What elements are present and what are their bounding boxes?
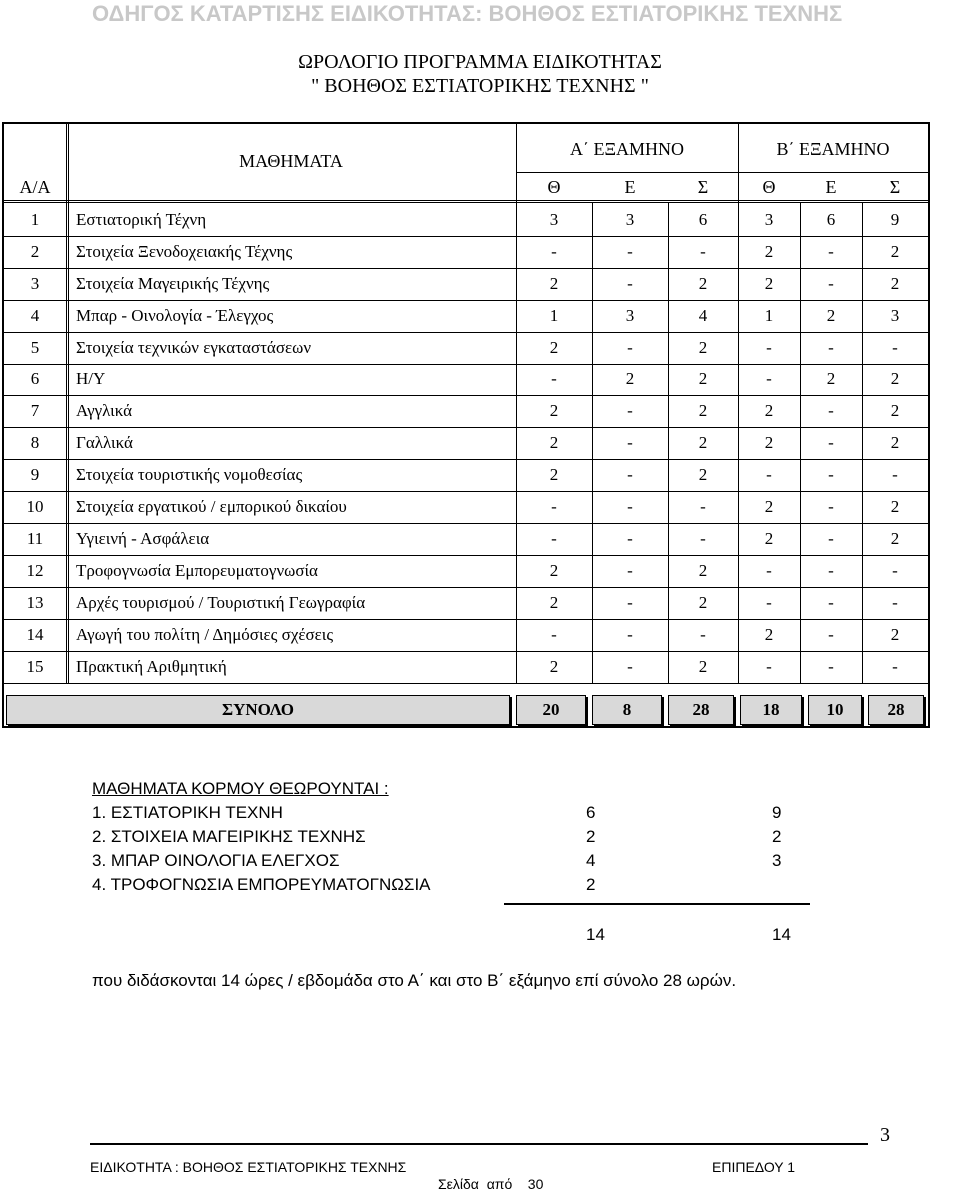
row-hours-a-theory: -	[551, 497, 557, 517]
grid-line	[800, 202, 801, 683]
table-row	[4, 491, 928, 523]
grid-line	[516, 172, 928, 173]
row-number: 8	[30, 433, 40, 453]
core-subject-label: 3. ΜΠΑΡ ΟΙΝΟΛΟΓΙΑ ΕΛΕΓΧΟΣ	[92, 851, 340, 870]
row-subject: Στοιχεία Μαγειρικής Τέχνης	[76, 273, 270, 293]
row-subject: Εστιατορική Τέχνη	[76, 209, 207, 229]
row-hours-b-sum: -	[892, 560, 898, 580]
table-row	[4, 459, 928, 491]
row-hours-b-sum: 2	[890, 528, 900, 548]
row-subject: Γαλλικά	[76, 433, 133, 453]
row-hours-b-lab: -	[828, 273, 834, 293]
row-hours-b-theory: -	[766, 465, 772, 485]
table-row	[4, 395, 928, 427]
row-hours-a-theory: 2	[549, 401, 559, 421]
row-hours-a-sum: -	[700, 528, 706, 548]
row-hours-a-theory: 2	[549, 337, 559, 357]
table-row	[4, 651, 928, 683]
row-hours-a-sum: 2	[698, 656, 708, 676]
page-number: 3	[880, 1124, 890, 1146]
row-hours-b-theory: -	[766, 560, 772, 580]
row-hours-b-lab: -	[828, 465, 834, 485]
page-label: Σελίδα	[438, 1176, 479, 1192]
row-hours-a-sum: 6	[698, 209, 708, 229]
row-hours-b-theory: 2	[764, 433, 774, 453]
grid-line	[4, 491, 928, 492]
grid-line	[4, 555, 928, 556]
table-row	[4, 300, 928, 332]
row-hours-a-lab: -	[627, 273, 633, 293]
row-hours-b-sum: -	[892, 592, 898, 612]
table-subheader-row	[4, 174, 928, 200]
row-number: 1	[30, 209, 40, 229]
row-hours-b-lab: 2	[826, 369, 836, 389]
row-hours-b-lab: -	[828, 528, 834, 548]
row-hours-b-theory: 2	[764, 273, 774, 293]
footer-rule	[90, 1143, 868, 1145]
subheader-b-theory: Θ	[762, 176, 776, 197]
core-subject-hours-a: 4	[586, 851, 596, 870]
row-subject: Αγωγή του πολίτη / Δημόσιες σχέσεις	[76, 624, 334, 644]
total-b-lab: 10	[808, 695, 862, 725]
row-number: 10	[26, 497, 44, 517]
row-hours-b-sum: 9	[890, 209, 900, 229]
header-subjects: ΜΑΘΗΜΑΤΑ	[239, 150, 343, 171]
core-subjects-list	[92, 802, 872, 902]
row-number: 3	[30, 273, 40, 293]
grid-line	[516, 124, 517, 683]
row-hours-a-sum: -	[700, 497, 706, 517]
row-hours-a-lab: 3	[625, 209, 635, 229]
table-row	[4, 332, 928, 364]
row-hours-b-theory: -	[766, 369, 772, 389]
table-row	[4, 364, 928, 396]
schedule-subtitle: " ΒΟΗΘΟΣ ΕΣΤΙΑΤΟΡΙΚΗΣ ΤΕΧΝΗΣ "	[311, 75, 649, 97]
core-subject-item	[92, 874, 852, 898]
grid-line	[4, 202, 928, 203]
row-hours-b-lab: -	[828, 433, 834, 453]
total-a-sum: 28	[668, 695, 734, 725]
table-row	[4, 587, 928, 619]
subheader-a-theory: Θ	[547, 176, 561, 197]
row-hours-b-theory: -	[766, 656, 772, 676]
row-hours-a-lab: -	[627, 337, 633, 357]
table-row	[4, 268, 928, 300]
row-hours-b-lab: -	[828, 337, 834, 357]
row-subject: Στοιχεία εργατικού / εμπορικού δικαίου	[76, 497, 347, 517]
total-a-lab: 8	[592, 695, 662, 725]
grid-line	[4, 236, 928, 237]
row-subject: Τροφογνωσία Εμπορευματογνωσία	[76, 560, 318, 580]
grid-line	[4, 459, 928, 460]
row-hours-b-sum: 2	[890, 497, 900, 517]
row-hours-b-lab: 6	[826, 209, 836, 229]
core-subject-hours-b: 3	[772, 851, 782, 870]
row-hours-b-lab: -	[828, 497, 834, 517]
core-subject-hours-a: 2	[586, 827, 596, 846]
row-number: 15	[26, 656, 44, 676]
row-hours-a-theory: 3	[549, 209, 559, 229]
core-subject-item	[92, 802, 852, 826]
schedule-title: ΩΡΟΛΟΓΙΟ ΠΡΟΓΡΑΜΜΑ ΕΙΔΙΚΟΤΗΤΑΣ	[298, 51, 662, 73]
table-row	[4, 523, 928, 555]
row-hours-a-theory: 2	[549, 273, 559, 293]
row-hours-a-sum: 2	[698, 369, 708, 389]
row-hours-a-lab: -	[627, 241, 633, 261]
row-subject: Μπαρ - Οινολογία - Έλεγχος	[76, 305, 274, 325]
subheader-a-lab: Ε	[624, 176, 636, 197]
row-number: 13	[26, 592, 44, 612]
total-b-theory: 18	[740, 695, 802, 725]
row-hours-b-sum: 2	[890, 369, 900, 389]
row-hours-a-theory: 2	[549, 560, 559, 580]
row-number: 11	[26, 528, 44, 548]
grid-line	[4, 332, 928, 333]
row-hours-b-theory: 1	[764, 305, 774, 325]
row-hours-b-theory: 2	[764, 241, 774, 261]
table-row	[4, 204, 928, 236]
grid-line	[4, 300, 928, 301]
row-hours-a-sum: 2	[698, 592, 708, 612]
row-number: 6	[30, 369, 40, 389]
table-row	[4, 619, 928, 651]
table-header-row	[4, 124, 928, 174]
row-hours-b-sum: 2	[890, 241, 900, 261]
row-hours-b-sum: 2	[890, 401, 900, 421]
row-number: 7	[30, 401, 40, 421]
grid-line	[4, 587, 928, 588]
subheader-b-lab: Ε	[825, 176, 837, 197]
core-subjects-heading: ΜΑΘΗΜΑΤΑ ΚΟΡΜΟΥ ΘΕΩΡΟΥΝΤΑΙ :	[92, 779, 389, 798]
row-hours-a-theory: 2	[549, 465, 559, 485]
grid-line	[68, 124, 69, 683]
row-hours-a-theory: 2	[549, 656, 559, 676]
row-hours-b-sum: -	[892, 337, 898, 357]
row-hours-b-lab: -	[828, 592, 834, 612]
grid-line	[4, 523, 928, 524]
row-number: 9	[30, 465, 40, 485]
row-hours-a-sum: 2	[698, 433, 708, 453]
row-hours-a-lab: -	[627, 401, 633, 421]
row-hours-b-theory: 3	[764, 209, 774, 229]
row-hours-a-sum: 2	[698, 337, 708, 357]
row-hours-a-sum: 2	[698, 273, 708, 293]
row-hours-b-lab: 2	[826, 305, 836, 325]
of-label: από	[486, 1176, 513, 1192]
table-row	[4, 236, 928, 268]
core-subject-hours-b: 2	[772, 827, 782, 846]
row-hours-a-theory: -	[551, 528, 557, 548]
row-hours-a-lab: -	[627, 592, 633, 612]
row-subject: Στοιχεία Ξενοδοχειακής Τέχνης	[76, 241, 293, 261]
table-row	[4, 427, 928, 459]
row-subject: Αγγλικά	[76, 401, 133, 421]
row-hours-b-theory: 2	[764, 528, 774, 548]
row-hours-a-theory: 2	[549, 433, 559, 453]
total-a-theory: 20	[516, 695, 586, 725]
row-hours-b-lab: -	[828, 656, 834, 676]
grid-line	[738, 124, 739, 683]
row-hours-a-lab: 2	[625, 369, 635, 389]
row-subject: Η/Υ	[76, 369, 106, 389]
row-hours-b-theory: -	[766, 592, 772, 612]
row-hours-b-lab: -	[828, 624, 834, 644]
core-subject-hours-b: 9	[772, 803, 782, 822]
row-hours-a-lab: 3	[625, 305, 635, 325]
grid-line	[862, 202, 863, 683]
row-hours-b-sum: 3	[890, 305, 900, 325]
row-hours-a-lab: -	[627, 528, 633, 548]
core-subject-label: 4. ΤΡΟΦΟΓΝΩΣΙΑ ΕΜΠΟΡΕΥΜΑΤΟΓΝΩΣΙΑ	[92, 875, 431, 894]
grid-line	[4, 683, 928, 684]
grid-line	[4, 268, 928, 269]
row-subject: Στοιχεία τουριστικής νομοθεσίας	[76, 465, 303, 485]
row-hours-b-sum: 2	[890, 624, 900, 644]
row-hours-a-sum: 2	[698, 465, 708, 485]
row-hours-b-theory: 2	[764, 497, 774, 517]
row-hours-b-lab: -	[828, 241, 834, 261]
row-number: 5	[30, 337, 40, 357]
grid-line	[4, 364, 928, 365]
row-hours-a-theory: -	[551, 241, 557, 261]
row-hours-b-theory: 2	[764, 401, 774, 421]
row-hours-a-sum: -	[700, 241, 706, 261]
footer-specialty: ΕΙΔΙΚΟΤΗΤΑ : ΒΟΗΘΟΣ ΕΣΤΙΑΤΟΡΙΚΗΣ ΤΕΧΝΗΣ	[90, 1159, 407, 1175]
row-number: 12	[26, 560, 44, 580]
row-hours-a-theory: -	[551, 369, 557, 389]
grid-line	[4, 427, 928, 428]
core-subject-item	[92, 850, 852, 874]
row-hours-a-sum: 2	[698, 560, 708, 580]
grid-line	[66, 124, 67, 683]
footer-level: ΕΠΙΠΕΔΟΥ 1	[712, 1159, 796, 1175]
row-hours-a-lab: -	[627, 433, 633, 453]
grid-line	[4, 200, 928, 201]
grid-line	[4, 395, 928, 396]
core-subject-item	[92, 826, 852, 850]
document-header: ΟΔΗΓΟΣ ΚΑΤΑΡΤΙΣΗΣ ΕΙΔΙΚΟΤΗΤΑΣ: ΒΟΗΘΟΣ ΕΣΤΙΑΤΟΡΙΚΗΣ ΤΕΧΝΗΣ	[92, 1, 843, 26]
core-subject-label: 1. ΕΣΤΙΑΤΟΡΙΚΗ ΤΕΧΝΗ	[92, 803, 283, 822]
total-row	[6, 695, 926, 725]
row-subject: Υγιεινή - Ασφάλεια	[76, 528, 210, 548]
grid-line	[592, 202, 593, 683]
row-hours-a-lab: -	[627, 497, 633, 517]
row-hours-a-lab: -	[627, 624, 633, 644]
footer-page-label	[438, 1176, 543, 1192]
row-number: 14	[26, 624, 44, 644]
row-subject: Στοιχεία τεχνικών εγκαταστάσεων	[76, 337, 312, 357]
table-row	[4, 555, 928, 587]
row-hours-b-lab: -	[828, 560, 834, 580]
total-pages: 30	[527, 1176, 544, 1192]
row-hours-b-lab: -	[828, 401, 834, 421]
row-subject: Αρχές τουρισμού / Τουριστική Γεωγραφία	[76, 592, 366, 612]
core-subject-hours-a: 6	[586, 803, 596, 822]
row-hours-b-sum: 2	[890, 433, 900, 453]
sum-divider	[504, 903, 810, 905]
row-hours-b-sum: -	[892, 656, 898, 676]
row-hours-a-sum: -	[700, 624, 706, 644]
row-hours-a-sum: 2	[698, 401, 708, 421]
core-sum-b: 14	[772, 925, 791, 944]
row-number: 2	[30, 241, 40, 261]
total-label: ΣΥΝΟΛΟ	[6, 695, 510, 725]
grid-line	[4, 619, 928, 620]
subheader-b-sum: Σ	[889, 176, 901, 197]
header-semester-a: Α΄ ΕΞΑΜΗΝΟ	[569, 138, 685, 159]
row-number: 4	[30, 305, 40, 325]
grid-line	[4, 651, 928, 652]
subheader-a-sum: Σ	[697, 176, 709, 197]
summary-sentence: που διδάσκονται 14 ώρες / εβδομάδα στο Α΄ και στο Β΄ εξάμηνο επί σύνολο 28 ωρών.	[92, 971, 737, 990]
core-subject-hours-a: 2	[586, 875, 596, 894]
row-hours-b-theory: -	[766, 337, 772, 357]
grid-line	[668, 202, 669, 683]
row-hours-a-sum: 4	[698, 305, 708, 325]
row-hours-b-theory: 2	[764, 624, 774, 644]
row-hours-a-lab: -	[627, 560, 633, 580]
header-aa: Α/Α	[19, 176, 51, 197]
row-hours-b-sum: -	[892, 465, 898, 485]
row-hours-a-lab: -	[627, 656, 633, 676]
core-sum-a: 14	[586, 925, 605, 944]
row-hours-a-lab: -	[627, 465, 633, 485]
row-hours-a-theory: 2	[549, 592, 559, 612]
row-hours-a-theory: 1	[549, 305, 559, 325]
row-hours-b-sum: 2	[890, 273, 900, 293]
header-semester-b: Β΄ ΕΞΑΜΗΝΟ	[776, 138, 890, 159]
core-subject-label: 2. ΣΤΟΙΧΕΙΑ ΜΑΓΕΙΡΙΚΗΣ ΤΕΧΝΗΣ	[92, 827, 366, 846]
row-hours-a-theory: -	[551, 624, 557, 644]
row-subject: Πρακτική Αριθμητική	[76, 656, 227, 676]
total-b-sum: 28	[868, 695, 924, 725]
